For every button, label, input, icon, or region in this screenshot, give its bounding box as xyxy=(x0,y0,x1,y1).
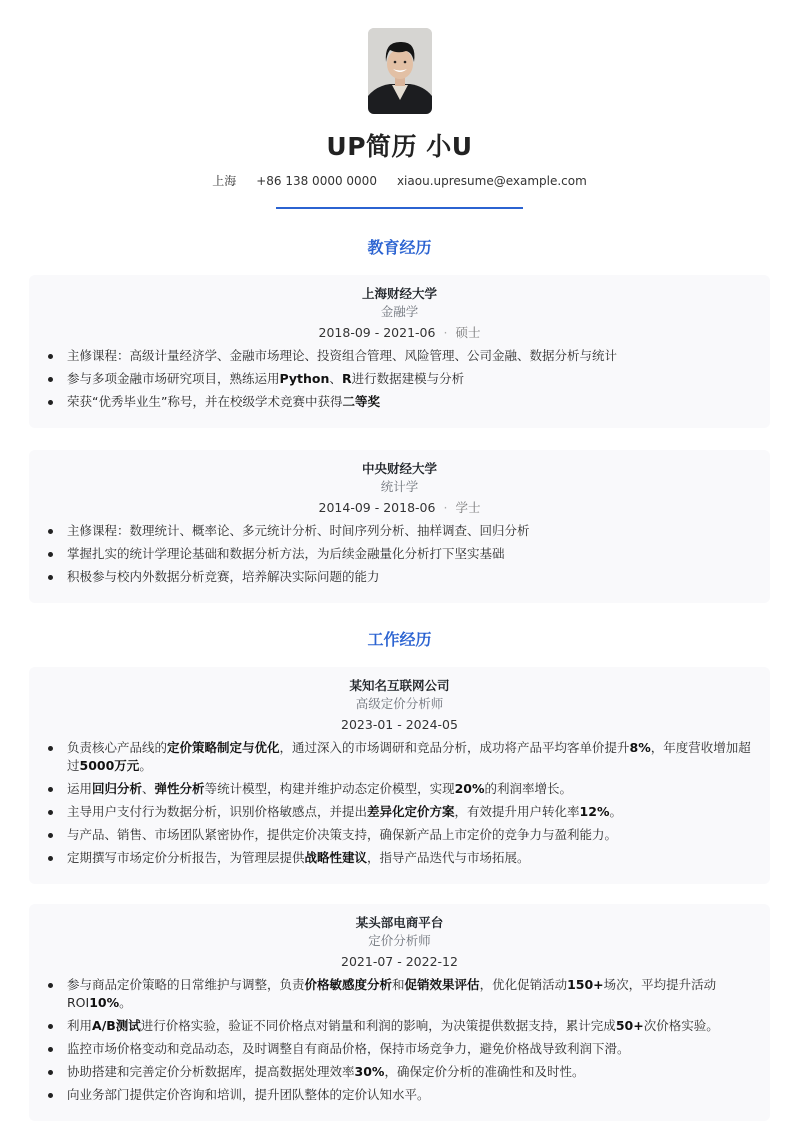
bullet-item xyxy=(45,976,754,1012)
highlight-text: 5000万元 xyxy=(79,758,140,773)
bullet-text: 积极参与校内外数据分析竞赛，培养解决实际问题的能力 xyxy=(67,569,380,584)
company-name: 某头部电商平台 xyxy=(355,915,444,930)
bullet-text: 和 xyxy=(392,977,405,992)
work-card xyxy=(29,904,770,1121)
bullet-text: 参与商品定价策略的日常维护与调整，负责 xyxy=(67,977,305,992)
bullet-item xyxy=(45,739,754,775)
school-name: 中央财经大学 xyxy=(361,461,437,476)
candidate-name: UP简历 小U xyxy=(326,132,473,161)
bullet-list xyxy=(45,976,754,1104)
bullet-text: 主修课程：数理统计、概率论、多元统计分析、时间序列分析、抽样调查、回归分析 xyxy=(67,523,530,538)
date-range: 2018-09 - 2021-06 xyxy=(318,325,436,340)
job-role: 定价分析师 xyxy=(368,933,431,948)
person-portrait-icon xyxy=(368,28,432,114)
major-text: 统计学 xyxy=(380,479,419,494)
bullet-item xyxy=(45,1086,754,1104)
highlight-text: 8% xyxy=(629,740,651,755)
bullet-item xyxy=(45,803,754,821)
bullet-text: 进行数据建模与分析 xyxy=(351,371,465,386)
bullet-text: ，通过深入的市场调研和竞品分析，成功将产品平均客单价提升 xyxy=(279,740,630,755)
bullet-text: ，年度营收增加超过 xyxy=(67,740,751,773)
bullet-text: 利用 xyxy=(67,1018,93,1033)
date-range: 2021-07 - 2022-12 xyxy=(341,954,458,969)
bullet-item xyxy=(45,545,754,563)
bullet-text: 定期撰写市场定价分析报告，为管理层提供 xyxy=(67,850,305,865)
bullet-item xyxy=(45,1040,754,1058)
highlight-text: Python xyxy=(279,371,330,386)
major-text: 金融学 xyxy=(380,304,419,319)
bullet-item xyxy=(45,1017,754,1035)
work-card xyxy=(29,667,770,884)
degree-text: 学士 xyxy=(455,500,481,515)
highlight-text: 10% xyxy=(89,995,120,1010)
bullet-item xyxy=(45,393,754,411)
bullet-item xyxy=(45,522,754,540)
highlight-text: 二等奖 xyxy=(342,394,380,409)
bullet-item xyxy=(45,1063,754,1081)
bullet-text: 。 xyxy=(119,995,132,1010)
education-card xyxy=(29,450,770,603)
date-range: 2023-01 - 2024-05 xyxy=(341,717,458,732)
highlight-text: 150+ xyxy=(567,977,604,992)
highlight-text: 定价策略制定与优化 xyxy=(167,740,280,755)
highlight-text: 促销效果评估 xyxy=(404,977,480,992)
location-text: 上海 xyxy=(212,174,237,188)
highlight-text: 价格敏感度分析 xyxy=(304,977,393,992)
bullet-text: ，优化促销活动 xyxy=(479,977,568,992)
highlight-text: A/B测试 xyxy=(92,1018,141,1033)
bullet-text: 运用 xyxy=(67,781,93,796)
bullet-item xyxy=(45,568,754,586)
bullet-text: 。 xyxy=(139,758,152,773)
bullet-item xyxy=(45,347,754,365)
separator-dot: · xyxy=(443,500,448,515)
company-name: 某知名互联网公司 xyxy=(349,678,450,693)
bullet-text: 向业务部门提供定价咨询和培训，提升团队整体的定价认知水平。 xyxy=(67,1087,430,1102)
section-title-education: 教育经历 xyxy=(367,238,432,257)
highlight-text: R xyxy=(341,371,352,386)
bullet-text: ，有效提升用户转化率 xyxy=(454,804,580,819)
avatar-photo xyxy=(368,28,432,114)
bullet-text: ，确保定价分析的准确性和及时性。 xyxy=(384,1064,585,1079)
highlight-text: 弹性分析 xyxy=(154,781,205,796)
bullet-text: 负责核心产品线的 xyxy=(67,740,168,755)
date-range: 2014-09 - 2018-06 xyxy=(318,500,436,515)
bullet-text: 监控市场价格变动和竞品动态，及时调整自有商品价格，保持市场竞争力，避免价格战导致利润下滑。 xyxy=(67,1041,630,1056)
bullet-text: 等统计模型，构建并维护动态定价模型，实现 xyxy=(204,781,455,796)
bullet-text: 的利润率增长。 xyxy=(484,781,573,796)
highlight-text: 50+ xyxy=(615,1018,644,1033)
bullet-text: 、 xyxy=(142,781,155,796)
bullet-item xyxy=(45,826,754,844)
degree-text: 硕士 xyxy=(455,325,481,340)
school-name: 上海财经大学 xyxy=(361,286,437,301)
email-link[interactable]: xiaou.upresume@example.com xyxy=(396,174,587,188)
separator-dot: · xyxy=(443,325,448,340)
job-role: 高级定价分析师 xyxy=(355,696,444,711)
bullet-item xyxy=(45,370,754,388)
bullet-text: 主修课程：高级计量经济学、金融市场理论、投资组合管理、风险管理、公司金融、数据分析与统计 xyxy=(67,348,618,363)
bullet-text: 、 xyxy=(329,371,342,386)
highlight-text: 回归分析 xyxy=(92,781,143,796)
bullet-list xyxy=(45,739,754,867)
contact-info xyxy=(0,172,799,190)
bullet-item xyxy=(45,780,754,798)
highlight-text: 12% xyxy=(579,804,610,819)
bullet-list xyxy=(45,522,754,586)
date-degree-row xyxy=(45,323,754,343)
highlight-text: 战略性建议 xyxy=(304,850,368,865)
highlight-text: 差异化定价方案 xyxy=(367,804,455,819)
bullet-text: 协助搭建和完善定价分析数据库，提高数据处理效率 xyxy=(67,1064,355,1079)
education-card xyxy=(29,275,770,428)
bullet-text: ，指导产品迭代与市场拓展。 xyxy=(367,850,530,865)
bullet-item xyxy=(45,849,754,867)
bullet-text: 掌握扎实的统计学理论基础和数据分析方法，为后续金融量化分析打下坚实基础 xyxy=(67,546,505,561)
bullet-text: 参与多项金融市场研究项目，熟练运用 xyxy=(67,371,280,386)
bullet-text: 主导用户支付行为数据分析，识别价格敏感点，并提出 xyxy=(67,804,368,819)
bullet-text: 场次，平均提升活动ROI xyxy=(67,977,717,1010)
bullet-list xyxy=(45,347,754,411)
resume-header xyxy=(0,0,799,209)
date-degree-row xyxy=(45,498,754,518)
bullet-text: 与产品、销售、市场团队紧密协作，提供定价决策支持，确保新产品上市定价的竞争力与盈利能力。 xyxy=(67,827,618,842)
bullet-text: 。 xyxy=(609,804,622,819)
highlight-text: 20% xyxy=(454,781,485,796)
bullet-text: 进行价格实验，验证不同价格点对销量和利润的影响，为决策提供数据支持，累计完成 xyxy=(140,1018,616,1033)
bullet-text: 荣获“优秀毕业生”称号，并在校级学术竞赛中获得 xyxy=(67,394,343,409)
bullet-text: 次价格实验。 xyxy=(643,1018,719,1033)
highlight-text: 30% xyxy=(354,1064,385,1079)
phone-text[interactable]: +86 138 0000 0000 xyxy=(256,174,377,188)
section-title-work: 工作经历 xyxy=(367,630,432,649)
